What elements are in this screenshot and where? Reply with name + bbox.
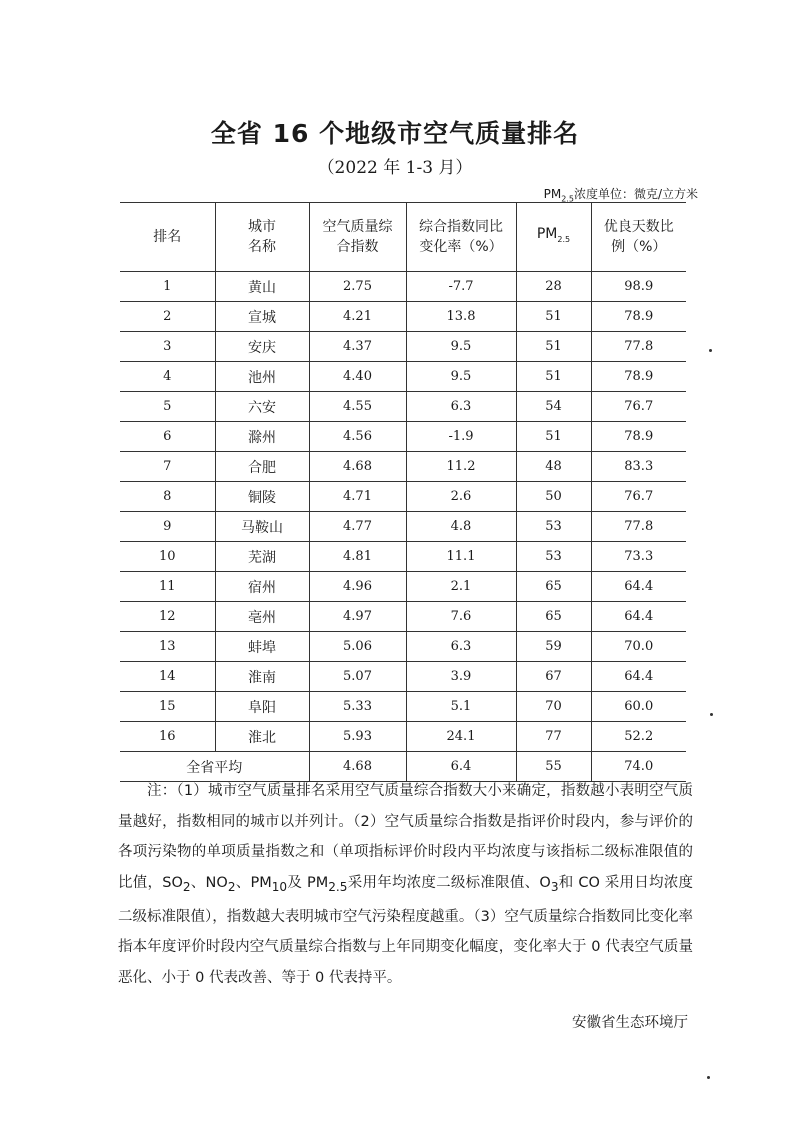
- pm25-cell: 48: [516, 452, 591, 482]
- header-index-change: 综合指数同比 变化率（%）: [406, 203, 516, 272]
- city-cell: 宣城: [215, 302, 309, 332]
- index-change-cell: 3.9: [406, 662, 516, 692]
- aqi-index-cell: 4.55: [309, 392, 406, 422]
- page-subtitle: （2022 年 1-3 月）: [317, 158, 473, 178]
- index-change-cell: 24.1: [406, 722, 516, 752]
- scan-speck: [710, 713, 713, 716]
- rank-cell: 14: [120, 662, 215, 692]
- index-change-cell: -1.9: [406, 422, 516, 452]
- index-change-cell: 6.3: [406, 632, 516, 662]
- scan-speck: [709, 349, 712, 352]
- city-cell: 六安: [215, 392, 309, 422]
- aqi-index-cell: 4.71: [309, 482, 406, 512]
- city-cell: 芜湖: [215, 542, 309, 572]
- city-cell: 淮北: [215, 722, 309, 752]
- city-cell: 池州: [215, 362, 309, 392]
- header-rank: 排名: [120, 203, 215, 272]
- rank-cell: 7: [120, 452, 215, 482]
- aqi-index-cell: 5.07: [309, 662, 406, 692]
- good-days-cell: 77.8: [591, 512, 686, 542]
- good-days-cell: 78.9: [591, 422, 686, 452]
- table-row: [120, 572, 686, 602]
- table-row: [120, 632, 686, 662]
- table-row: [120, 332, 686, 362]
- city-cell: 铜陵: [215, 482, 309, 512]
- city-cell: 亳州: [215, 602, 309, 632]
- average-change: 6.4: [406, 752, 516, 782]
- aqi-index-cell: 4.40: [309, 362, 406, 392]
- rank-cell: 16: [120, 722, 215, 752]
- aqi-index-cell: 2.75: [309, 272, 406, 302]
- city-cell: 淮南: [215, 662, 309, 692]
- good-days-cell: 78.9: [591, 302, 686, 332]
- pm25-cell: 70: [516, 692, 591, 722]
- good-days-cell: 98.9: [591, 272, 686, 302]
- aqi-index-cell: 4.96: [309, 572, 406, 602]
- rank-cell: 8: [120, 482, 215, 512]
- pm25-cell: 51: [516, 422, 591, 452]
- notes: 注：（1）城市空气质量排名采用空气质量综合指数大小来确定，指数越小表明空气质量越好，指数相同的城市以并列计。（2）空气质量综合指数是指评价时段内，参与评价的各项污染物的单项质量指数之和（单项指标评价时段内平均浓度与该指标二级标准限值的比值，$SO_2$、$NO_2$、$PM_{10}$及 $PM_{2.5}$采用年均浓度二级标准限值、$O_3$和 CO 采用日均浓度二级标准限值），指数越大表明城市空气污染程度越重。（3）空气质量综合指数同比变化率指本年度评价时段内空气质量综合指数与上年同期变化幅度，变化率大于 0 代表空气质量恶化、小于 0 代表改善、等于 0 代表持平。: [118, 783, 693, 986]
- aqi-index-cell: 4.68: [309, 452, 406, 482]
- scan-speck: [707, 1076, 710, 1079]
- rank-cell: 5: [120, 392, 215, 422]
- pm25-cell: 28: [516, 272, 591, 302]
- good-days-cell: 60.0: [591, 692, 686, 722]
- aqi-index-cell: 4.56: [309, 422, 406, 452]
- header-pm25: $PM_{2.5}$: [516, 203, 591, 272]
- pm25-cell: 77: [516, 722, 591, 752]
- rank-cell: 13: [120, 632, 215, 662]
- pm25-cell: 67: [516, 662, 591, 692]
- rank-cell: 10: [120, 542, 215, 572]
- aqi-index-cell: 4.77: [309, 512, 406, 542]
- index-change-cell: -7.7: [406, 272, 516, 302]
- index-change-cell: 7.6: [406, 602, 516, 632]
- average-label: 全省平均: [120, 752, 309, 782]
- table-row: [120, 482, 686, 512]
- index-change-cell: 9.5: [406, 332, 516, 362]
- rank-cell: 3: [120, 332, 215, 362]
- average-good-days: 74.0: [591, 752, 686, 782]
- rank-cell: 12: [120, 602, 215, 632]
- rank-cell: 6: [120, 422, 215, 452]
- index-change-cell: 5.1: [406, 692, 516, 722]
- city-cell: 宿州: [215, 572, 309, 602]
- unit-note: $PM_{2.5}$浓度单位：微克/立方米: [543, 187, 698, 204]
- good-days-cell: 76.7: [591, 482, 686, 512]
- table-row: [120, 512, 686, 542]
- aqi-index-cell: 4.97: [309, 602, 406, 632]
- average-pm25: 55: [516, 752, 591, 782]
- city-cell: 安庆: [215, 332, 309, 362]
- city-cell: 黄山: [215, 272, 309, 302]
- aqi-index-cell: 4.81: [309, 542, 406, 572]
- city-cell: 蚌埠: [215, 632, 309, 662]
- table-row: [120, 692, 686, 722]
- pm25-cell: 51: [516, 332, 591, 362]
- good-days-cell: 64.4: [591, 602, 686, 632]
- rank-cell: 15: [120, 692, 215, 722]
- index-change-cell: 9.5: [406, 362, 516, 392]
- good-days-cell: 64.4: [591, 662, 686, 692]
- good-days-cell: 76.7: [591, 392, 686, 422]
- rank-cell: 1: [120, 272, 215, 302]
- aqi-index-cell: 4.37: [309, 332, 406, 362]
- rank-cell: 11: [120, 572, 215, 602]
- good-days-cell: 52.2: [591, 722, 686, 752]
- table-row: [120, 272, 686, 302]
- good-days-cell: 70.0: [591, 632, 686, 662]
- index-change-cell: 11.2: [406, 452, 516, 482]
- pm25-cell: 54: [516, 392, 591, 422]
- pm25-cell: 65: [516, 572, 591, 602]
- pm25-cell: 51: [516, 362, 591, 392]
- average-index: 4.68: [309, 752, 406, 782]
- pm25-cell: 50: [516, 482, 591, 512]
- table-row: [120, 392, 686, 422]
- page-title: 全省 16 个地级市空气质量排名: [210, 119, 580, 148]
- aqi-index-cell: 5.06: [309, 632, 406, 662]
- aqi-index-cell: 5.33: [309, 692, 406, 722]
- good-days-cell: 64.4: [591, 572, 686, 602]
- table-row: [120, 362, 686, 392]
- index-change-cell: 13.8: [406, 302, 516, 332]
- pm25-cell: 53: [516, 542, 591, 572]
- index-change-cell: 6.3: [406, 392, 516, 422]
- table-row: [120, 302, 686, 332]
- good-days-cell: 78.9: [591, 362, 686, 392]
- ranking-table: [120, 202, 686, 782]
- table-row: [120, 542, 686, 572]
- good-days-cell: 77.8: [591, 332, 686, 362]
- city-cell: 阜阳: [215, 692, 309, 722]
- table-header-row: [120, 203, 686, 272]
- table-row: [120, 662, 686, 692]
- city-cell: 马鞍山: [215, 512, 309, 542]
- rank-cell: 2: [120, 302, 215, 332]
- city-cell: 合肥: [215, 452, 309, 482]
- table-row: [120, 452, 686, 482]
- table-row: [120, 602, 686, 632]
- index-change-cell: 11.1: [406, 542, 516, 572]
- header-city: 城市 名称: [215, 203, 309, 272]
- index-change-cell: 4.8: [406, 512, 516, 542]
- good-days-cell: 83.3: [591, 452, 686, 482]
- table-row: [120, 722, 686, 752]
- good-days-cell: 73.3: [591, 542, 686, 572]
- pm25-cell: 53: [516, 512, 591, 542]
- rank-cell: 9: [120, 512, 215, 542]
- signature: 安徽省生态环境厅: [572, 1015, 688, 1031]
- aqi-index-cell: 5.93: [309, 722, 406, 752]
- aqi-index-cell: 4.21: [309, 302, 406, 332]
- header-good-days: 优良天数比 例（%）: [591, 203, 686, 272]
- rank-cell: 4: [120, 362, 215, 392]
- city-cell: 滁州: [215, 422, 309, 452]
- pm25-cell: 51: [516, 302, 591, 332]
- index-change-cell: 2.6: [406, 482, 516, 512]
- pm25-cell: 65: [516, 602, 591, 632]
- header-aqi-index: 空气质量综 合指数: [309, 203, 406, 272]
- index-change-cell: 2.1: [406, 572, 516, 602]
- table-row: [120, 422, 686, 452]
- pm25-cell: 59: [516, 632, 591, 662]
